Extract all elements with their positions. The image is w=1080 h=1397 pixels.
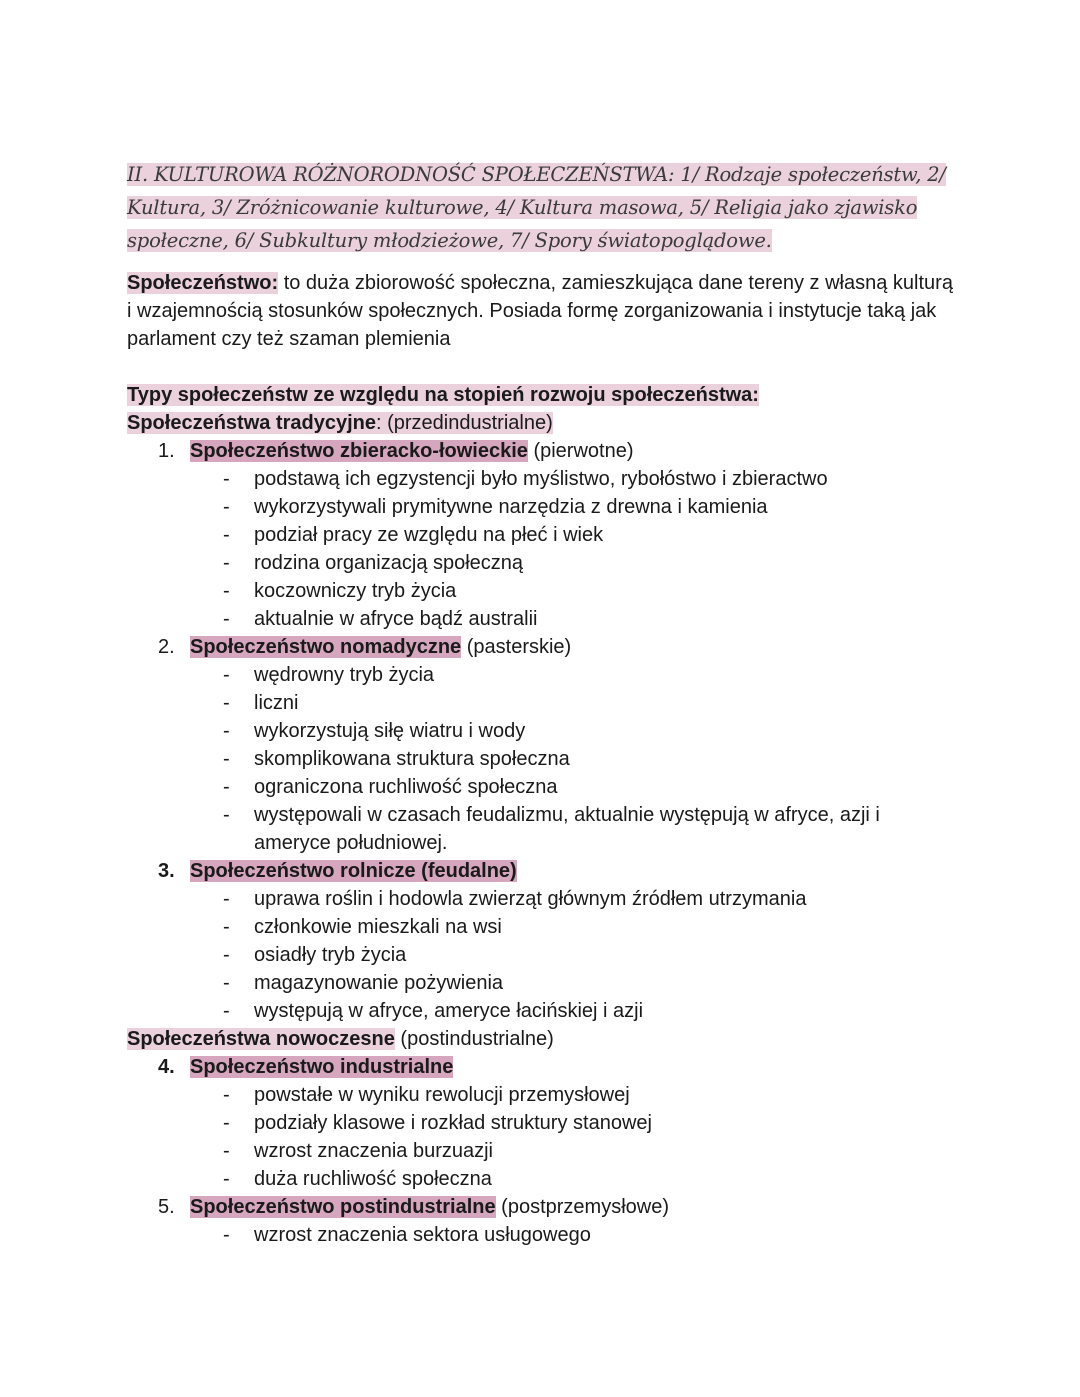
traditional-heading [127, 409, 957, 437]
bullet-text: powstałe w wyniku rewolucji przemysłowej [254, 1084, 630, 1106]
society-name: Społeczeństwo rolnicze (feudalne) [190, 860, 517, 882]
dash-marker: - [223, 552, 230, 574]
list-item [127, 1221, 944, 1249]
bullet-text: uprawa roślin i hodowla zwierząt głównym źródłem utrzymania [254, 888, 807, 910]
dash-marker: - [223, 524, 230, 546]
list-item [127, 493, 944, 521]
list-item [127, 661, 944, 689]
bullet-text: koczowniczy tryb życia [254, 580, 457, 602]
list-item [127, 1165, 944, 1193]
bullet-text: osiadły tryb życia [254, 944, 407, 966]
section-heading [127, 158, 957, 257]
bullet-text: wzrost znaczenia burzuazji [254, 1140, 493, 1162]
dash-marker: - [223, 748, 230, 770]
modern-suffix: (postindustrialne) [394, 1028, 554, 1050]
society-item [127, 437, 957, 465]
society-name: Społeczeństwo postindustrialne [190, 1196, 496, 1218]
society-item [127, 1193, 957, 1221]
list-number: 4. [158, 1056, 175, 1078]
bullet-text: skomplikowana struktura społeczna [254, 748, 570, 770]
traditional-suffix: : (przedindustrialne) [375, 412, 553, 434]
list-item [127, 773, 944, 801]
definition-paragraph [127, 269, 957, 353]
list-item [127, 1109, 944, 1137]
society-item [127, 633, 957, 661]
society-note: (postprzemysłowe) [495, 1196, 669, 1218]
society-note: (pierwotne) [527, 440, 634, 462]
spacer [127, 353, 957, 381]
bullet-text: liczni [254, 692, 299, 714]
bullet-text: wędrowny tryb życia [254, 664, 435, 686]
list-item [127, 885, 944, 913]
heading-line-1: II. KULTUROWA RÓŻNORODNOŚĆ SPOŁECZEŃSTWA: 1/ Rodzaje społeczeństw, 2/ [127, 163, 946, 186]
bullet-text: aktualnie w afryce bądź australii [254, 608, 538, 630]
modern-label: Społeczeństwa nowoczesne [127, 1028, 395, 1050]
list-item [127, 913, 944, 941]
dash-marker: - [223, 1224, 230, 1246]
list-item [127, 521, 944, 549]
types-heading-text: Typy społeczeństw ze względu na stopień rozwoju społeczeństwa: [127, 384, 759, 406]
bullet-text: ograniczona ruchliwość społeczna [254, 776, 558, 798]
list-item [127, 605, 944, 633]
bullet-list [127, 885, 957, 1025]
dash-marker: - [223, 1168, 230, 1190]
bullet-text: duża ruchliwość społeczna [254, 1168, 492, 1190]
bullet-text: wzrost znaczenia sektora usługowego [254, 1224, 591, 1246]
dash-marker: - [223, 692, 230, 714]
society-item [127, 857, 957, 885]
bullet-text: podział pracy ze względu na płeć i wiek [254, 524, 604, 546]
modern-heading [127, 1025, 957, 1053]
list-item [127, 969, 944, 997]
list-item [127, 577, 944, 605]
dash-marker: - [223, 468, 230, 490]
list-item [127, 465, 944, 493]
bullet-text: występowali w czasach feudalizmu, aktualnie występują w afryce, azji i ameryce południowej. [254, 804, 880, 854]
list-item [127, 941, 944, 969]
bullet-text: wykorzystywali prymitywne narzędzia z drewna i kamienia [254, 496, 768, 518]
list-item [127, 689, 944, 717]
list-number: 1. [158, 440, 175, 462]
list-item [127, 801, 944, 857]
society-item [127, 1053, 957, 1081]
dash-marker: - [223, 580, 230, 602]
document-page [127, 158, 957, 1249]
dash-marker: - [223, 804, 230, 826]
traditional-label: Społeczeństwa tradycyjne [127, 412, 376, 434]
dash-marker: - [223, 888, 230, 910]
dash-marker: - [223, 1000, 230, 1022]
list-item [127, 745, 944, 773]
bullet-text: podstawą ich egzystencji było myślistwo, rybołóstwo i zbieractwo [254, 468, 828, 490]
dash-marker: - [223, 916, 230, 938]
list-item [127, 1081, 944, 1109]
list-item [127, 717, 944, 745]
heading-line-3: społeczne, 6/ Subkultury młodzieżowe, 7/ Spory światopoglądowe. [127, 229, 772, 252]
definition-term: Społeczeństwo: [127, 272, 279, 294]
dash-marker: - [223, 972, 230, 994]
dash-marker: - [223, 776, 230, 798]
bullet-list [127, 465, 957, 633]
bullet-list [127, 1221, 957, 1249]
bullet-text: występują w afryce, ameryce łacińskiej i azji [254, 1000, 644, 1022]
dash-marker: - [223, 720, 230, 742]
types-heading [127, 381, 957, 409]
list-number: 2. [158, 636, 175, 658]
bullet-list [127, 661, 957, 857]
heading-line-2: Kultura, 3/ Zróżnicowanie kulturowe, 4/ Kultura masowa, 5/ Religia jako zjawisko [127, 196, 918, 219]
definition-text: to duża zbiorowość społeczna, zamieszkująca dane tereny z własną kulturą i wzajemnością stosunków społecznych. Posiada formę zorganizowania i instytucje taką jak parlament czy też szaman plemienia [127, 272, 953, 350]
society-name: Społeczeństwo zbieracko-łowieckie [190, 440, 528, 462]
list-item [127, 997, 944, 1025]
bullet-text: członkowie mieszkali na wsi [254, 916, 502, 938]
list-number: 3. [158, 860, 175, 882]
list-number: 5. [158, 1196, 175, 1218]
bullet-text: podziały klasowe i rozkład struktury stanowej [254, 1112, 652, 1134]
bullet-text: rodzina organizacją społeczną [254, 552, 524, 574]
list-item [127, 1137, 944, 1165]
bullet-text: magazynowanie pożywienia [254, 972, 504, 994]
bullet-text: wykorzystują siłę wiatru i wody [254, 720, 526, 742]
list-item [127, 549, 944, 577]
dash-marker: - [223, 1112, 230, 1134]
dash-marker: - [223, 944, 230, 966]
dash-marker: - [223, 496, 230, 518]
bullet-list [127, 1081, 957, 1193]
dash-marker: - [223, 608, 230, 630]
society-note: (pasterskie) [461, 636, 572, 658]
society-name: Społeczeństwo industrialne [190, 1056, 454, 1078]
dash-marker: - [223, 1084, 230, 1106]
society-name: Społeczeństwo nomadyczne [190, 636, 462, 658]
dash-marker: - [223, 664, 230, 686]
dash-marker: - [223, 1140, 230, 1162]
